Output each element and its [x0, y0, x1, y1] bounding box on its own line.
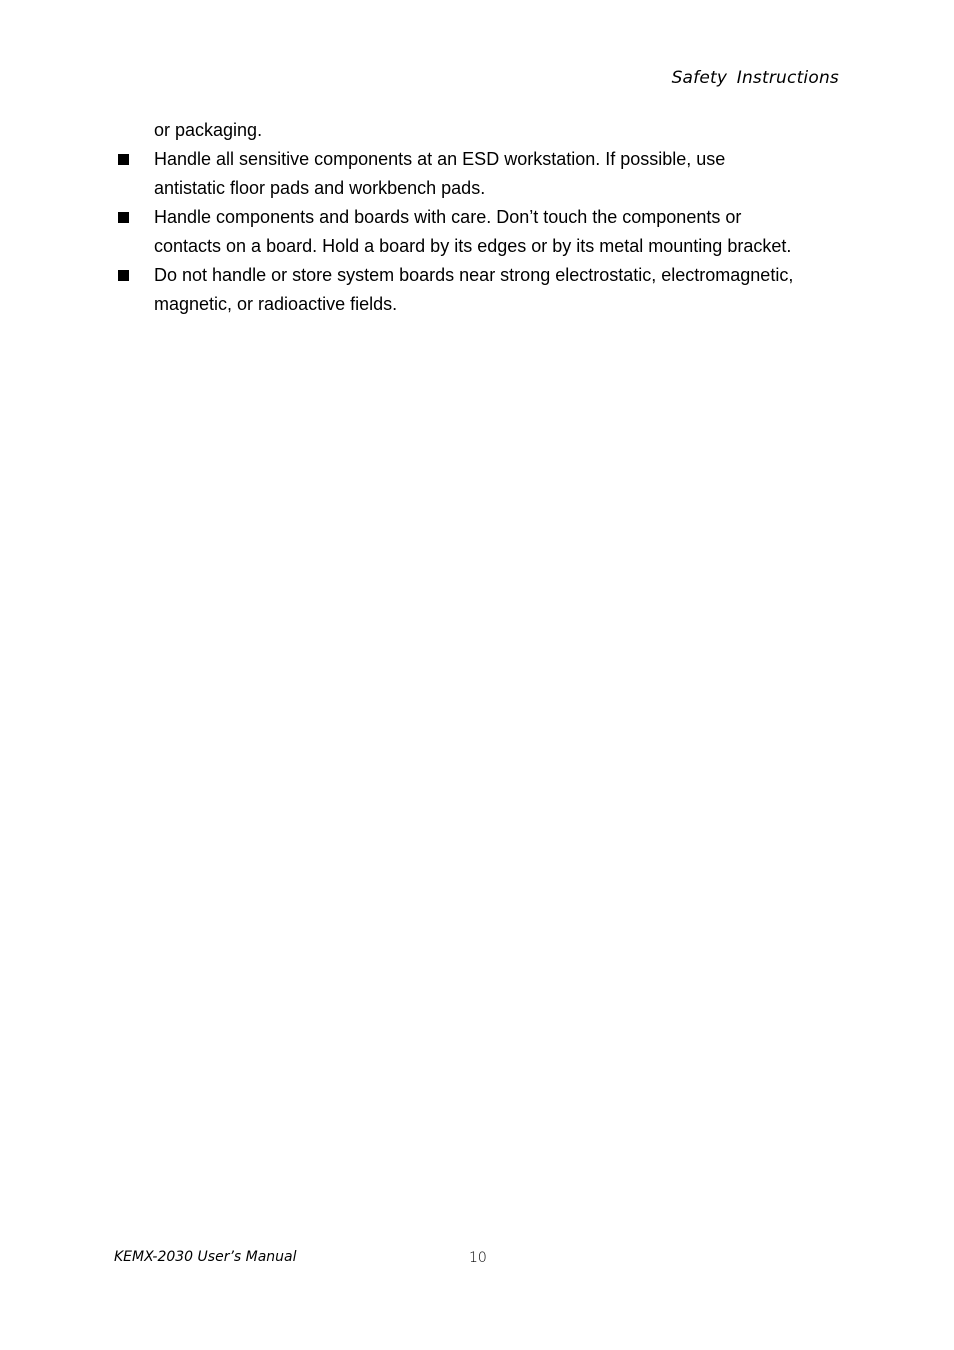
running-header-section-title: Safety Instructions: [671, 68, 839, 88]
footer-page-number: 10: [469, 1250, 487, 1266]
continuation-text: or packaging.: [154, 120, 263, 140]
list-item-line: Handle components and boards with care. Don’t touch the components or: [154, 207, 742, 227]
list-item: [154, 261, 844, 319]
list-item-line: antistatic floor pads and workbench pads.: [154, 178, 486, 198]
list-item-line: magnetic, or radioactive fields.: [154, 294, 398, 314]
list-item-line: contacts on a board. Hold a board by its edges or by its metal mounting bracket.: [154, 236, 792, 256]
square-bullet-icon: [118, 212, 129, 223]
page-content: [0, 116, 954, 319]
square-bullet-icon: [118, 270, 129, 281]
bullet-list: [0, 145, 954, 319]
square-bullet-icon: [118, 154, 129, 165]
footer-manual-title: KEMX-2030 User’s Manual: [114, 1249, 297, 1265]
list-item: [154, 203, 844, 261]
list-item: [154, 145, 844, 203]
list-item-line: Do not handle or store system boards near strong electrostatic, electromagnetic,: [154, 265, 794, 285]
list-item-line: Handle all sensitive components at an ESD workstation. If possible, use: [154, 149, 726, 169]
